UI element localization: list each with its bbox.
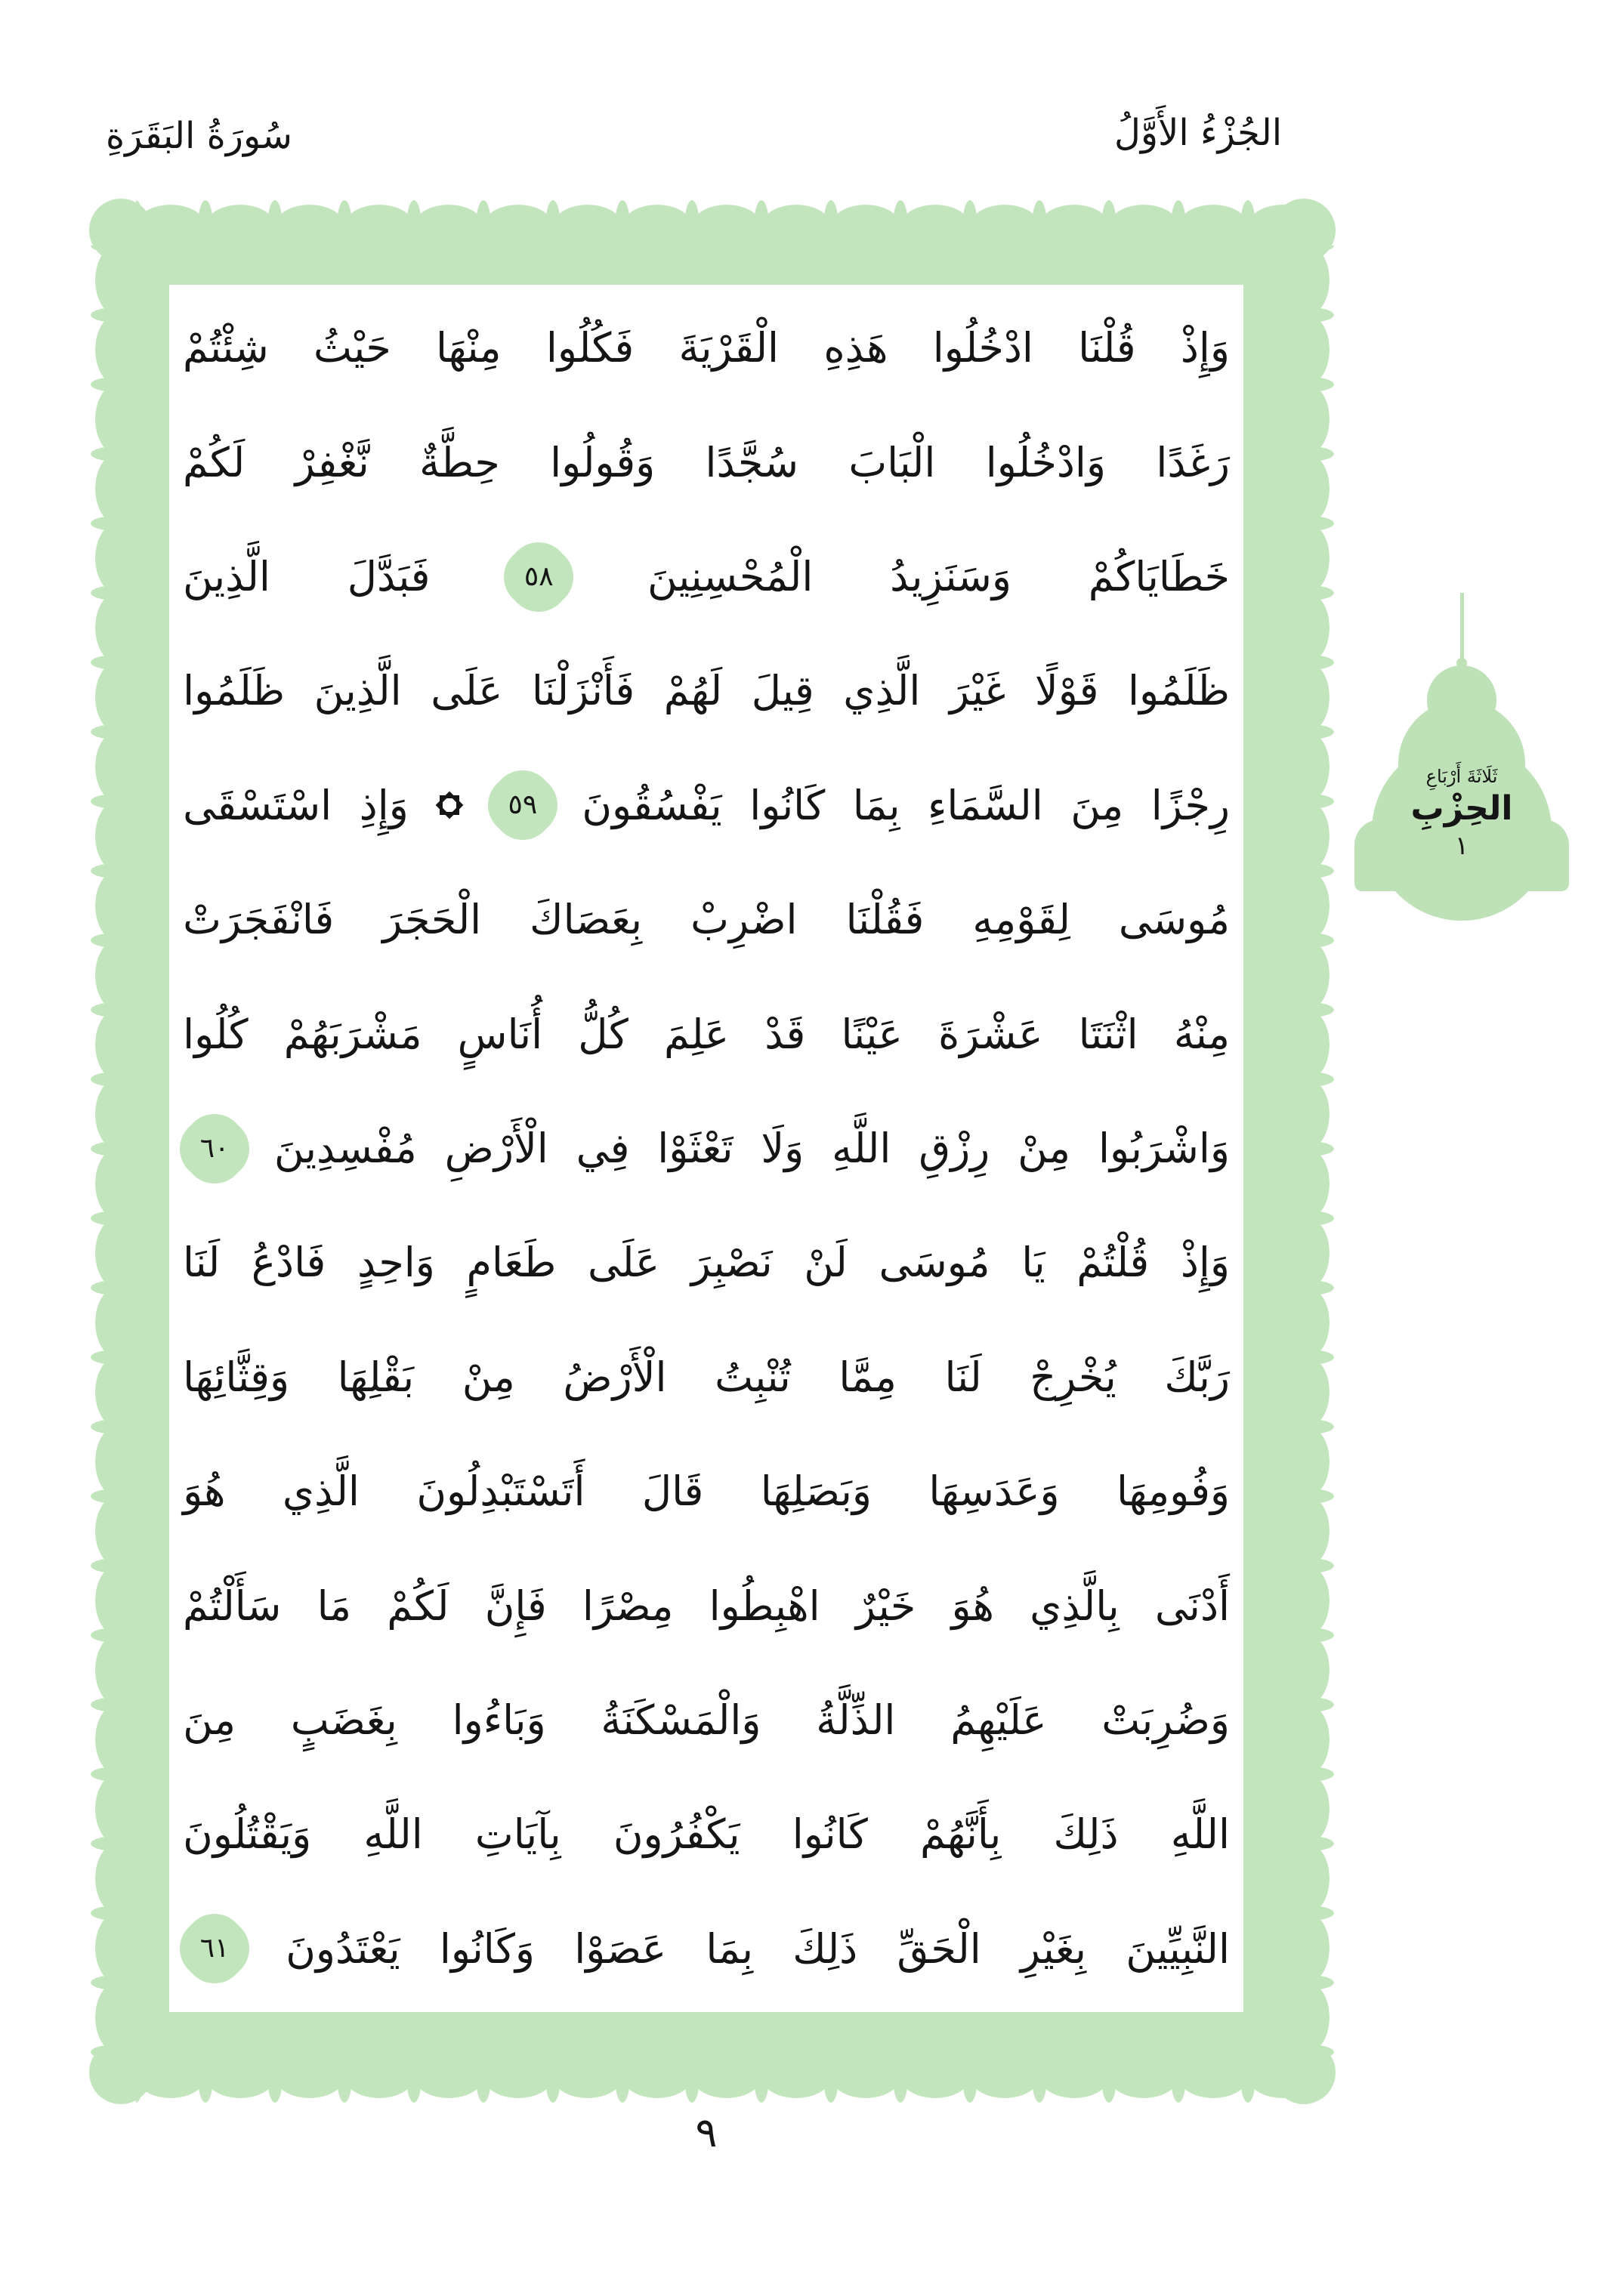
quran-word: فَبَدَّلَ	[347, 553, 431, 601]
quran-word: اضْرِبْ	[690, 896, 798, 944]
quran-word: الَّذِي	[843, 667, 921, 715]
quran-word: يُخْرِجْ	[1030, 1353, 1116, 1401]
quran-word: وَادْخُلُوا	[985, 438, 1106, 486]
ayah-number: ٥٩	[508, 789, 538, 821]
ayah-end-marker	[183, 1117, 246, 1180]
quran-word: لَهُمْ	[663, 667, 723, 715]
quran-word: الْحَقِّ	[897, 1924, 981, 1973]
quran-word: بِمَا	[852, 781, 900, 829]
quran-word: مِصْرًا	[582, 1582, 674, 1630]
quran-word: وَقُولُوا	[550, 438, 656, 486]
hizb-marker-text	[1354, 765, 1569, 863]
quran-word: تُنْبِتُ	[715, 1353, 791, 1401]
quran-line	[183, 1892, 1230, 2006]
quran-word: عَلَى	[431, 667, 503, 715]
quran-word: حَيْثُ	[313, 324, 391, 372]
quran-word: عَيْنًا	[841, 1010, 903, 1058]
quran-word: هُوَ	[183, 1467, 226, 1516]
quran-word: مُوسَى	[879, 1239, 990, 1287]
quran-word: أُنَاسٍ	[457, 1010, 543, 1058]
quran-word: الْبَابَ	[848, 438, 936, 486]
quran-word: اثْنَتَا	[1078, 1010, 1138, 1058]
quran-word: وَعَدَسِهَا	[928, 1467, 1060, 1516]
frame-corner-lobe	[89, 2041, 153, 2104]
quran-word: فِي	[576, 1125, 630, 1173]
frame-corner-lobe	[1272, 199, 1336, 262]
quran-word: فَأَنْزَلْنَا	[531, 667, 635, 715]
quran-word: ظَلَمُوا	[1128, 667, 1230, 715]
quran-word: سَأَلْتُمْ	[183, 1582, 282, 1630]
quran-word: مِنْ	[1018, 1125, 1071, 1173]
quran-word: بَقْلِهَا	[337, 1353, 415, 1401]
quran-word: اللَّهِ	[1170, 1810, 1230, 1859]
quran-word: مَا	[317, 1582, 352, 1630]
quran-word: عَشْرَةَ	[937, 1010, 1043, 1058]
quran-line	[183, 748, 1230, 863]
quran-line	[183, 1091, 1230, 1205]
quran-word: وَيَقْتُلُونَ	[183, 1810, 312, 1859]
quran-line	[183, 863, 1230, 977]
hizb-label: الحِزْبِ	[1410, 789, 1513, 828]
quran-word: فَقُلْنَا	[845, 896, 925, 944]
quran-word: لَكُمْ	[387, 1582, 449, 1630]
ayah-end-marker	[491, 773, 554, 837]
quran-word: وَإِذْ	[1180, 1239, 1230, 1287]
quran-word: تَعْثَوْا	[657, 1125, 734, 1173]
ayah-end-marker	[183, 1917, 246, 1980]
quran-word: الْقَرْيَةَ	[678, 324, 780, 372]
quran-word: الَّذِينَ	[183, 553, 270, 601]
quran-word: قَالَ	[641, 1467, 704, 1516]
quran-word: وَضُرِبَتْ	[1101, 1696, 1230, 1745]
quran-word: ظَلَمُوا	[183, 667, 286, 715]
quran-word: فَانْفَجَرَتْ	[183, 896, 335, 944]
frame-scallop-right	[1308, 245, 1334, 2057]
quran-line	[183, 1434, 1230, 1548]
quran-word: وَإِذْ	[1180, 324, 1230, 372]
quran-word: وَبَصَلِهَا	[760, 1467, 872, 1516]
quran-word: يَا	[1021, 1239, 1045, 1287]
quran-word: هَذِهِ	[823, 324, 888, 372]
quran-word: لَنَا	[183, 1239, 221, 1287]
quran-line	[183, 1777, 1230, 1891]
quran-word: يَفْسُقُونَ	[582, 781, 722, 829]
quran-line	[183, 1205, 1230, 1319]
quran-word: الْأَرْضُ	[563, 1353, 667, 1401]
quran-word: الَّذِينَ	[313, 667, 402, 715]
quran-word: رِزْقِ	[919, 1125, 990, 1173]
quran-word: الذِّلَّةُ	[816, 1696, 896, 1745]
quran-word: اسْتَسْقَى	[183, 781, 332, 829]
juz-header: الجُزْءُ الأَوَّلُ	[1114, 112, 1283, 154]
decorative-frame	[115, 224, 1310, 2078]
quran-word: السَّمَاءِ	[928, 781, 1043, 829]
quran-word: لَنْ	[804, 1239, 848, 1287]
ayah-number: ٥٨	[523, 560, 554, 592]
quran-word: وَسَنَزِيدُ	[890, 553, 1011, 601]
ayah-number: ٦٠	[199, 1132, 230, 1164]
quran-line	[183, 520, 1230, 634]
frame-corner-lobe	[89, 199, 153, 262]
quran-word: لِقَوْمِهِ	[972, 896, 1070, 944]
quran-line	[183, 1320, 1230, 1434]
quran-word: مُفْسِدِينَ	[273, 1125, 417, 1173]
quran-word: لَكُمْ	[183, 438, 246, 486]
hizb-number: ١	[1454, 831, 1469, 861]
quran-line	[183, 1663, 1230, 1777]
quran-word: مِنَ	[1070, 781, 1124, 829]
quran-line	[183, 977, 1230, 1091]
quran-word: مُوسَى	[1118, 896, 1230, 944]
quran-word: ذَلِكَ	[1053, 1810, 1119, 1859]
quran-word: وَقِثَّائِهَا	[183, 1353, 290, 1401]
quran-word: نَّغْفِرْ	[295, 438, 369, 486]
quran-word: خَيْرٌ	[855, 1582, 916, 1630]
frame-scallop-left	[91, 245, 116, 2057]
quran-word: وَاشْرَبُوا	[1098, 1125, 1230, 1173]
page-number: ٩	[695, 2109, 718, 2156]
quran-word: مِنَ	[183, 1696, 236, 1745]
quran-word: مَشْرَبَهُمْ	[283, 1010, 422, 1058]
quran-word: فَكُلُوا	[545, 324, 635, 372]
quran-word: ذَلِكَ	[792, 1924, 858, 1973]
quran-word: مِنْهَا	[436, 324, 502, 372]
quran-word: مِمَّا	[839, 1353, 897, 1401]
frame-scallop-top	[136, 200, 1289, 226]
quran-word: سُجَّدًا	[705, 438, 798, 486]
quran-word: بِأَنَّهُمْ	[920, 1810, 1002, 1859]
quran-word: قِيلَ	[751, 667, 814, 715]
quran-word: قَوْلًا	[1034, 667, 1099, 715]
frame-scallop-bottom	[136, 2077, 1289, 2103]
quran-word: قُلْتُمْ	[1076, 1239, 1150, 1287]
ayah-number: ٦١	[199, 1933, 230, 1964]
hizb-marker	[1354, 593, 1569, 891]
quran-word: يَعْتَدُونَ	[286, 1924, 400, 1973]
hizb-fraction-label: ثَلَاثَةَ أَرْبَاعِ	[1425, 766, 1498, 787]
quran-word: الَّذِي	[282, 1467, 360, 1516]
quran-word: وَالْمَسْكَنَةُ	[601, 1696, 761, 1745]
quran-word: كَانُوا	[749, 781, 826, 829]
quran-word: عَلِمَ	[664, 1010, 730, 1058]
quran-word: يَكْفُرُونَ	[613, 1810, 740, 1859]
quran-word: فَادْعُ	[251, 1239, 326, 1287]
quran-word: فَإِنَّ	[484, 1582, 547, 1630]
quran-line	[183, 405, 1230, 519]
quran-word: كَانُوا	[792, 1810, 868, 1859]
quran-word: مِنْهُ	[1173, 1010, 1230, 1058]
quran-word: بِالَّذِي	[1030, 1582, 1120, 1630]
quran-word: لَنَا	[944, 1353, 982, 1401]
quran-word: الْمُحْسِنِينَ	[647, 553, 814, 601]
quran-word: عَصَوْا	[574, 1924, 667, 1973]
quran-word: خَطَايَاكُمْ	[1088, 553, 1230, 601]
ayah-end-marker	[507, 545, 570, 609]
quran-word: رِجْزًا	[1150, 781, 1230, 829]
quran-word: رَبَّكَ	[1164, 1353, 1230, 1401]
quran-word: بِعَصَاكَ	[530, 896, 643, 944]
quran-word: قُلْنَا	[1078, 324, 1136, 372]
quran-word: وَبَاءُوا	[452, 1696, 546, 1745]
surah-header: سُورَةُ البَقَرَةِ	[106, 115, 292, 157]
quran-word: وَكَانُوا	[439, 1924, 536, 1973]
quran-word: بِآيَاتِ	[474, 1810, 561, 1859]
quran-word: كُلُوا	[183, 1010, 249, 1058]
quran-line	[183, 1548, 1230, 1662]
quran-word: حِطَّةٌ	[419, 438, 500, 486]
quran-word: بِغَيْرِ	[1020, 1924, 1087, 1973]
frame-corner-lobe	[1272, 2041, 1336, 2104]
quran-word: رَغَدًا	[1156, 438, 1230, 486]
quran-word: النَّبِيِّينَ	[1126, 1924, 1230, 1973]
quran-word: شِئْتُمْ	[183, 324, 269, 372]
rub-el-hizb-icon	[436, 792, 463, 819]
quran-word: بِمَا	[706, 1924, 754, 1973]
quran-word: وَلَا	[761, 1125, 805, 1173]
quran-word: ادْخُلُوا	[932, 324, 1033, 372]
quran-line	[183, 291, 1230, 405]
quran-word: هُوَ	[951, 1582, 994, 1630]
quran-text-area	[169, 285, 1243, 2012]
quran-word: مِنْ	[462, 1353, 515, 1401]
quran-word: اللَّهِ	[832, 1125, 891, 1173]
quran-word: عَلَى	[587, 1239, 660, 1287]
dome-finial-icon	[1460, 593, 1464, 667]
quran-word: قَدْ	[764, 1010, 806, 1058]
quran-line	[183, 634, 1230, 748]
quran-word: نَصْبِرَ	[690, 1239, 773, 1287]
quran-word: وَفُومِهَا	[1116, 1467, 1230, 1516]
quran-word: الْحَجَرَ	[382, 896, 482, 944]
quran-word: غَيْرَ	[949, 667, 1006, 715]
quran-word: بِغَضَبٍ	[290, 1696, 397, 1745]
quran-word: اللَّهِ	[363, 1810, 423, 1859]
quran-word: وَإِذِ	[359, 781, 409, 829]
quran-word: عَلَيْهِمُ	[950, 1696, 1047, 1745]
quran-word: طَعَامٍ	[466, 1239, 557, 1287]
quran-word: أَتَسْتَبْدِلُونَ	[416, 1467, 585, 1516]
quran-word: اهْبِطُوا	[709, 1582, 820, 1630]
quran-word: وَاحِدٍ	[357, 1239, 435, 1287]
quran-word: كُلُّ	[578, 1010, 629, 1058]
quran-word: الْأَرْضِ	[444, 1125, 548, 1173]
quran-word: أَدْنَى	[1154, 1582, 1230, 1630]
